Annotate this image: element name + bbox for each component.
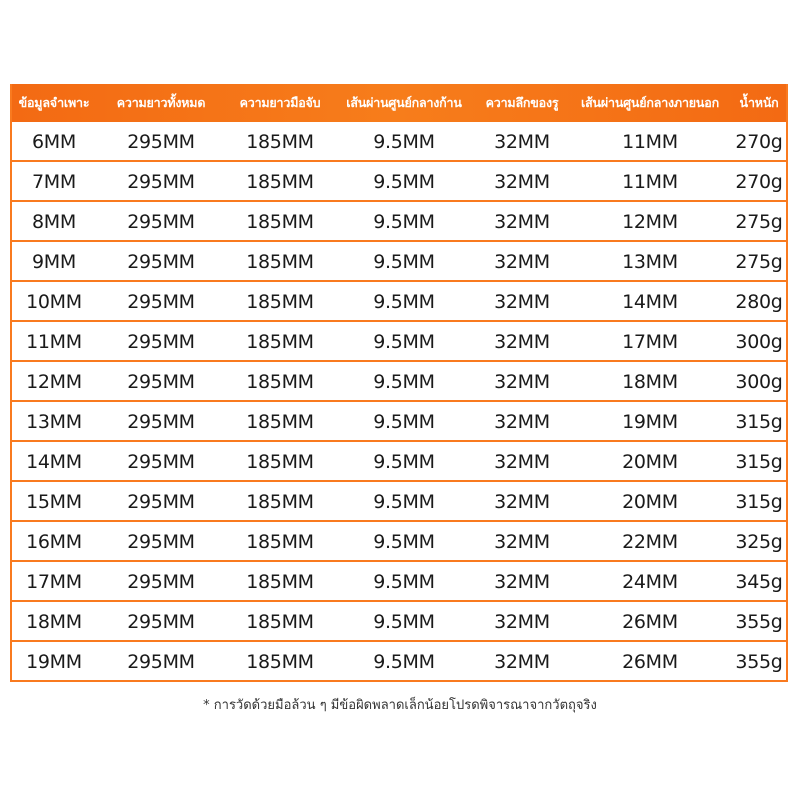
cell-weight: 275g <box>735 211 783 233</box>
cell-weight: 355g <box>735 611 783 633</box>
table-row <box>12 642 786 682</box>
cell-weight: 315g <box>735 411 783 433</box>
cell-weight: 275g <box>735 251 783 273</box>
cell-total-length: 295MM <box>127 131 195 153</box>
cell-spec: 12MM <box>26 371 82 393</box>
table-header-row <box>12 84 786 122</box>
cell-hole-depth: 32MM <box>494 251 550 273</box>
cell-hole-depth: 32MM <box>494 611 550 633</box>
header-cell-total-length: ความยาวทั้งหมด <box>116 95 206 110</box>
cell-total-length: 295MM <box>127 251 195 273</box>
cell-spec: 16MM <box>26 531 82 553</box>
cell-spec: 10MM <box>26 291 82 313</box>
cell-handle-length: 185MM <box>246 571 314 593</box>
cell-outer-diameter: 26MM <box>622 651 678 673</box>
table-row <box>12 162 786 202</box>
cell-weight: 325g <box>735 531 783 553</box>
cell-handle-length: 185MM <box>246 611 314 633</box>
cell-shank-diameter: 9.5MM <box>373 611 435 633</box>
table-row <box>12 482 786 522</box>
cell-outer-diameter: 13MM <box>622 251 678 273</box>
cell-shank-diameter: 9.5MM <box>373 251 435 273</box>
cell-shank-diameter: 9.5MM <box>373 411 435 433</box>
header-cell-handle-length: ความยาวมือจับ <box>239 95 321 110</box>
cell-handle-length: 185MM <box>246 171 314 193</box>
cell-hole-depth: 32MM <box>494 571 550 593</box>
cell-handle-length: 185MM <box>246 211 314 233</box>
cell-total-length: 295MM <box>127 371 195 393</box>
cell-weight: 355g <box>735 651 783 673</box>
cell-hole-depth: 32MM <box>494 131 550 153</box>
cell-hole-depth: 32MM <box>494 651 550 673</box>
cell-outer-diameter: 19MM <box>622 411 678 433</box>
cell-shank-diameter: 9.5MM <box>373 331 435 353</box>
cell-total-length: 295MM <box>127 171 195 193</box>
cell-shank-diameter: 9.5MM <box>373 451 435 473</box>
cell-total-length: 295MM <box>127 211 195 233</box>
cell-spec: 11MM <box>26 331 82 353</box>
cell-hole-depth: 32MM <box>494 331 550 353</box>
table-row <box>12 282 786 322</box>
cell-hole-depth: 32MM <box>494 451 550 473</box>
cell-total-length: 295MM <box>127 331 195 353</box>
cell-handle-length: 185MM <box>246 411 314 433</box>
header-cell-shank-diameter: เส้นผ่านศูนย์กลางก้าน <box>346 95 462 110</box>
cell-shank-diameter: 9.5MM <box>373 171 435 193</box>
table-row <box>12 322 786 362</box>
cell-outer-diameter: 14MM <box>622 291 678 313</box>
cell-outer-diameter: 11MM <box>622 131 678 153</box>
cell-weight: 315g <box>735 491 783 513</box>
cell-shank-diameter: 9.5MM <box>373 131 435 153</box>
cell-hole-depth: 32MM <box>494 171 550 193</box>
table-row <box>12 442 786 482</box>
cell-shank-diameter: 9.5MM <box>373 291 435 313</box>
cell-hole-depth: 32MM <box>494 411 550 433</box>
cell-handle-length: 185MM <box>246 651 314 673</box>
header-cell-outer-diameter: เส้นผ่านศูนย์กลางภายนอก <box>581 95 719 110</box>
cell-outer-diameter: 20MM <box>622 491 678 513</box>
cell-handle-length: 185MM <box>246 531 314 553</box>
cell-handle-length: 185MM <box>246 131 314 153</box>
cell-hole-depth: 32MM <box>494 531 550 553</box>
cell-spec: 6MM <box>32 131 76 153</box>
table-row <box>12 522 786 562</box>
cell-weight: 270g <box>735 131 783 153</box>
cell-spec: 9MM <box>32 251 76 273</box>
cell-handle-length: 185MM <box>246 451 314 473</box>
cell-outer-diameter: 17MM <box>622 331 678 353</box>
cell-outer-diameter: 22MM <box>622 531 678 553</box>
cell-handle-length: 185MM <box>246 291 314 313</box>
cell-outer-diameter: 12MM <box>622 211 678 233</box>
cell-spec: 7MM <box>32 171 76 193</box>
cell-outer-diameter: 11MM <box>622 171 678 193</box>
cell-total-length: 295MM <box>127 531 195 553</box>
table-row <box>12 562 786 602</box>
cell-weight: 345g <box>735 571 783 593</box>
cell-outer-diameter: 24MM <box>622 571 678 593</box>
cell-handle-length: 185MM <box>246 491 314 513</box>
cell-hole-depth: 32MM <box>494 371 550 393</box>
header-cell-hole-depth: ความลึกของรู <box>485 95 559 110</box>
cell-spec: 19MM <box>26 651 82 673</box>
cell-total-length: 295MM <box>127 611 195 633</box>
cell-hole-depth: 32MM <box>494 491 550 513</box>
cell-total-length: 295MM <box>127 291 195 313</box>
cell-shank-diameter: 9.5MM <box>373 651 435 673</box>
spec-table <box>10 84 788 682</box>
table-row <box>12 402 786 442</box>
cell-spec: 18MM <box>26 611 82 633</box>
cell-weight: 300g <box>735 331 783 353</box>
cell-outer-diameter: 20MM <box>622 451 678 473</box>
cell-shank-diameter: 9.5MM <box>373 211 435 233</box>
table-row <box>12 122 786 162</box>
cell-spec: 13MM <box>26 411 82 433</box>
cell-shank-diameter: 9.5MM <box>373 531 435 553</box>
cell-total-length: 295MM <box>127 651 195 673</box>
table-row <box>12 242 786 282</box>
cell-spec: 14MM <box>26 451 82 473</box>
cell-total-length: 295MM <box>127 451 195 473</box>
table-row <box>12 202 786 242</box>
cell-hole-depth: 32MM <box>494 291 550 313</box>
measurement-footnote: * การวัดด้วยมือล้วน ๆ มีข้อผิดพลาดเล็กน้อยโปรดพิจารณาจากวัตถุจริง <box>203 698 597 713</box>
cell-total-length: 295MM <box>127 491 195 513</box>
cell-hole-depth: 32MM <box>494 211 550 233</box>
cell-outer-diameter: 18MM <box>622 371 678 393</box>
cell-weight: 315g <box>735 451 783 473</box>
cell-weight: 270g <box>735 171 783 193</box>
cell-weight: 300g <box>735 371 783 393</box>
cell-total-length: 295MM <box>127 411 195 433</box>
cell-total-length: 295MM <box>127 571 195 593</box>
table-row <box>12 362 786 402</box>
cell-spec: 17MM <box>26 571 82 593</box>
cell-handle-length: 185MM <box>246 251 314 273</box>
cell-handle-length: 185MM <box>246 331 314 353</box>
cell-spec: 8MM <box>32 211 76 233</box>
header-cell-weight: น้ำหนัก <box>739 95 779 110</box>
cell-shank-diameter: 9.5MM <box>373 491 435 513</box>
cell-shank-diameter: 9.5MM <box>373 371 435 393</box>
cell-outer-diameter: 26MM <box>622 611 678 633</box>
cell-handle-length: 185MM <box>246 371 314 393</box>
header-cell-spec: ข้อมูลจำเพาะ <box>18 95 90 110</box>
cell-shank-diameter: 9.5MM <box>373 571 435 593</box>
cell-spec: 15MM <box>26 491 82 513</box>
table-row <box>12 602 786 642</box>
cell-weight: 280g <box>735 291 783 313</box>
